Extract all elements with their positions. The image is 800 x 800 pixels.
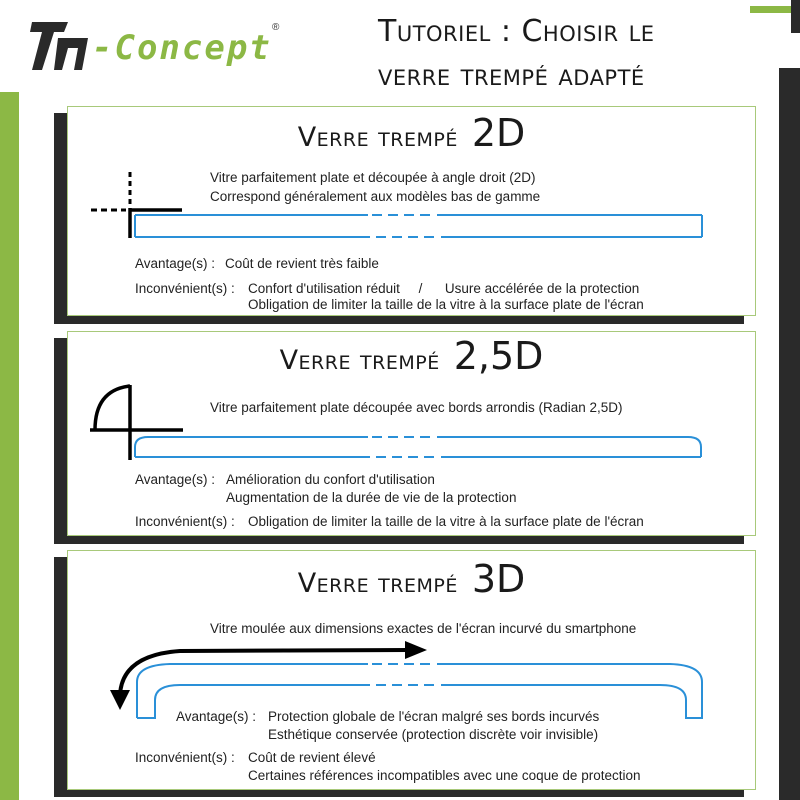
disadvantages-label: Inconvénient(s) : [135,750,235,765]
disadvantage-1: Coût de revient élevé [248,750,376,765]
section-title-label: Verre trempé [279,345,440,376]
page-title-line2: verre trempé adapté [378,58,645,93]
disadvantage-2: Obligation de limiter la taille de la vitre à la surface plate de l'écran [248,297,644,312]
logo-text: -Concept [92,28,272,68]
disadvantage-1: Obligation de limiter la taille de la vitre à la surface plate de l'écran [248,514,644,529]
page-title-line1: Tutoriel : Choisir le [378,14,655,49]
section-title-label: Verre trempé [297,568,458,599]
advantages-label: Avantage(s) : [176,709,257,724]
disadvantage-1: Confort d'utilisation réduit / Usure accélérée de la protection [248,281,640,296]
disadvantage-2: Certaines références incompatibles avec une coque de protection [248,768,641,783]
advantage-1: Coût de revient très faible [225,256,379,271]
advantage-2: Esthétique conservée (protection discrète voir invisible) [268,727,599,742]
advantage-2: Augmentation de la durée de vie de la protection [226,490,517,505]
section-title-label: Verre trempé [297,122,458,153]
disadvantages-label: Inconvénient(s) : [135,514,235,529]
registered-mark: ® [272,22,280,33]
section-type: 3D [471,557,526,601]
description-line-1: Vitre parfaitement plate et découpée à angle droit (2D) [210,170,536,185]
advantages-label: Avantage(s) : [135,256,216,271]
advantage-1: Protection globale de l'écran malgré ses bords incurvés [268,709,600,724]
description-line-2: Correspond généralement aux modèles bas de gamme [210,189,541,204]
description-line-1: Vitre moulée aux dimensions exactes de l'écran incurvé du smartphone [210,621,637,636]
advantages-label: Avantage(s) : [135,472,216,487]
curved-arrow-icon [110,641,427,710]
advantage-1: Amélioration du confort d'utilisation [226,472,435,487]
description-line-1: Vitre parfaitement plate découpée avec bords arrondis (Radian 2,5D) [210,400,623,415]
section-type: 2D [471,111,526,155]
disadvantages-label: Inconvénient(s) : [135,281,235,296]
section-type: 2,5D [453,334,544,378]
